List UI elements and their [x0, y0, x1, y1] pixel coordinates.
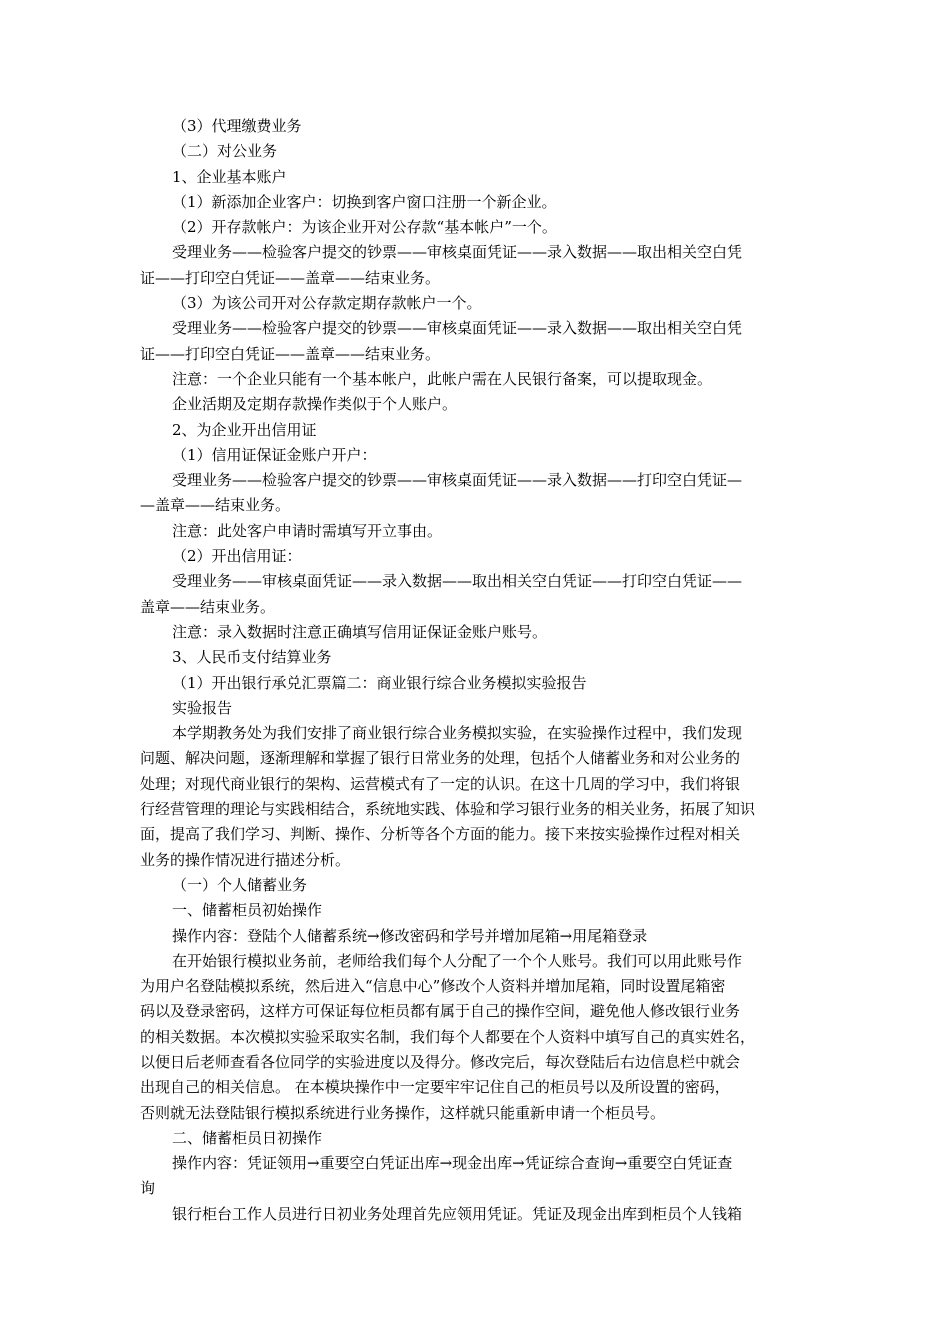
text-line: 的相关数据。本次模拟实验采取实名制，我们每个人都要在个人资料中填写自己的真实姓名， [140, 1027, 756, 1046]
text-line: 为用户名登陆模拟系统，然后进入“信息中心”修改个人资料并增加尾箱，同时设置尾箱密 [140, 977, 726, 996]
text-line: 本学期教务处为我们安排了商业银行综合业务模拟实验，在实验操作过程中，我们发现 [172, 724, 743, 743]
text-line: 出现自己的相关信息。 在本模块操作中一定要牢牢记住自己的柜员号以及所设置的密码， [140, 1078, 730, 1097]
text-line: （3）为该公司开对公存款定期存款帐户一个。 [172, 294, 482, 313]
text-line: 码以及登录密码，这样方可保证每位柜员都有属于自己的操作空间，避免他人修改银行业务 [140, 1002, 741, 1021]
text-line: 证——打印空白凭证——盖章——结束业务。 [140, 344, 441, 363]
text-line: 面，提高了我们学习、判断、操作、分析等各个方面的能力。接下来按实验操作过程对相关 [140, 825, 741, 844]
text-line: 二、储蓄柜员日初操作 [172, 1128, 323, 1147]
text-line: 3、人民币支付结算业务 [172, 648, 332, 667]
text-line: 行经营管理的理论与实践相结合，系统地实践、体验和学习银行业务的相关业务，拓展了知识 [140, 800, 756, 819]
text-line: 询 [140, 1179, 156, 1198]
text-line: 以便日后老师查看各位同学的实验进度以及得分。修改完后，每次登陆后右边信息栏中就会 [140, 1052, 741, 1071]
text-line: 业务的操作情况进行描述分析。 [140, 850, 351, 869]
text-line: 受理业务——检验客户提交的钞票——审核桌面凭证——录入数据——取出相关空白凭 [172, 319, 743, 338]
text-line: 1、企业基本账户 [172, 167, 287, 186]
text-line: 受理业务——检验客户提交的钞票——审核桌面凭证——录入数据——取出相关空白凭 [172, 243, 743, 262]
text-line: （二）对公业务 [172, 142, 278, 161]
text-line: 银行柜台工作人员进行日初业务处理首先应领用凭证。凭证及现金出库到柜员个人钱箱 [172, 1204, 743, 1223]
text-line: 企业活期及定期存款操作类似于个人账户。 [172, 395, 458, 414]
text-line: （2）开存款帐户：为该企业开对公存款“基本帐户”一个。 [172, 218, 557, 237]
text-line: 2、为企业开出信用证 [172, 420, 317, 439]
text-line: 否则就无法登陆银行模拟系统进行业务操作，这样就只能重新申请一个柜员号。 [140, 1103, 666, 1122]
text-line: 盖章——结束业务。 [140, 597, 276, 616]
text-line: 操作内容：登陆个人储蓄系统→修改密码和学号并增加尾箱→用尾箱登录 [172, 926, 648, 945]
text-line: （1）新添加企业客户：切换到客户窗口注册一个新企业。 [172, 192, 557, 211]
text-line: （一）个人储蓄业务 [172, 875, 308, 894]
text-line: 实验报告 [172, 698, 233, 717]
text-line: 受理业务——检验客户提交的钞票——审核桌面凭证——录入数据——打印空白凭证— [172, 471, 743, 490]
text-line: 受理业务——审核桌面凭证——录入数据——取出相关空白凭证——打印空白凭证—— [172, 572, 743, 591]
text-line: 一、储蓄柜员初始操作 [172, 901, 323, 920]
text-line: 处理；对现代商业银行的架构、运营模式有了一定的认识。在这十几周的学习中，我们将银 [140, 774, 741, 793]
text-line: （3）代理缴费业务 [172, 117, 302, 135]
text-line: 证——打印空白凭证——盖章——结束业务。 [140, 268, 441, 287]
text-line: 注意：录入数据时注意正确填写信用证保证金账户账号。 [172, 622, 548, 641]
text-line: 注意：此处客户申请时需填写开立事由。 [172, 521, 443, 540]
text-line: 操作内容：凭证领用→重要空白凭证出库→现金出库→凭证综合查询→重要空白凭证查 [172, 1154, 733, 1173]
text-line: 问题、解决问题，逐渐理解和掌握了银行日常业务的处理，包括个人储蓄业务和对公业务的 [140, 749, 741, 768]
text-line: （1）信用证保证金账户开户： [172, 445, 377, 464]
text-line: —盖章——结束业务。 [140, 496, 291, 515]
document-page [140, 114, 812, 1227]
text-line: 注意：一个企业只能有一个基本帐户，此帐户需在人民银行备案，可以提取现金。 [172, 369, 713, 388]
text-line: 在开始银行模拟业务前，老师给我们每个人分配了一个个人账号。我们可以用此账号作 [172, 951, 743, 970]
text-line: （2）开出信用证： [172, 547, 302, 566]
text-line: （1）开出银行承兑汇票篇二：商业银行综合业务模拟实验报告 [172, 673, 587, 692]
